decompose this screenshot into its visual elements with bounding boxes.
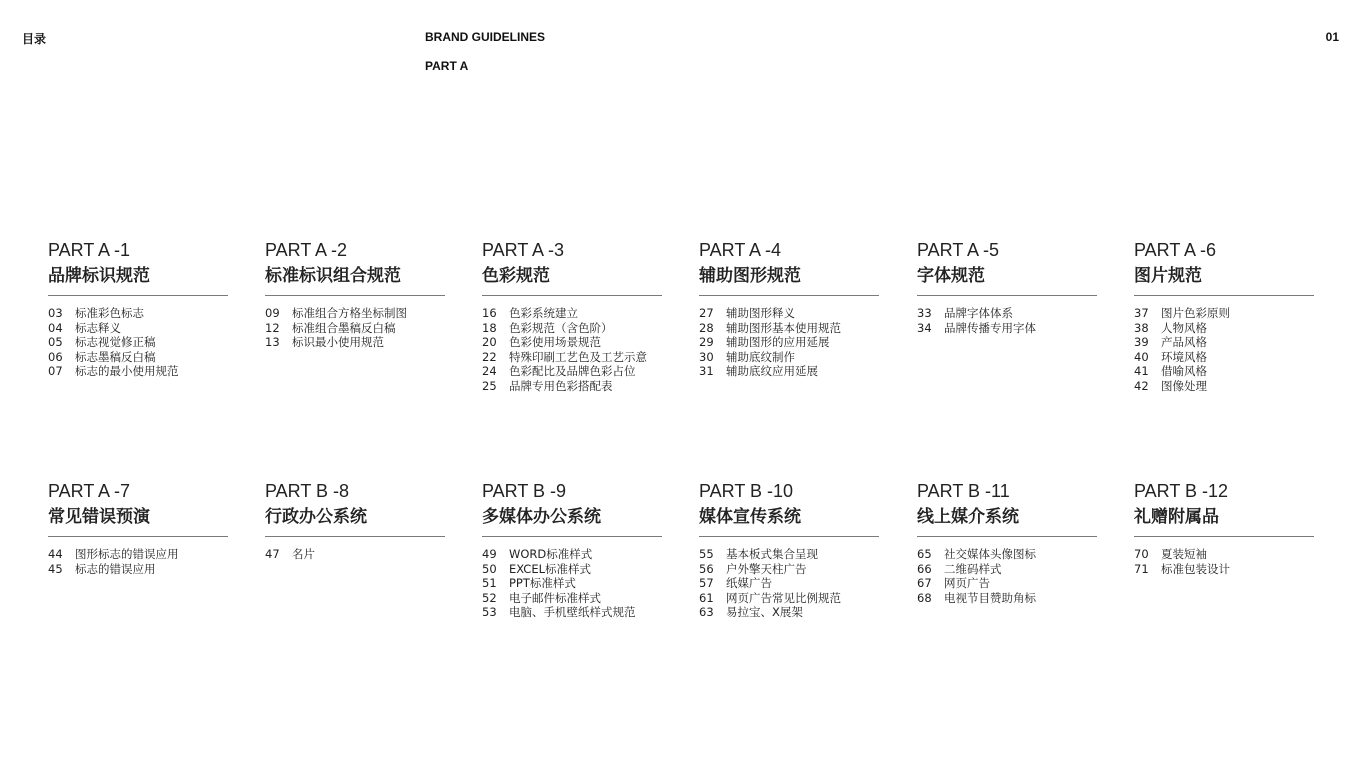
section-title: 字体规范 (917, 266, 985, 286)
section-title: 常见错误预演 (48, 507, 150, 527)
toc-section (48, 240, 228, 379)
toc-entry[interactable] (699, 605, 879, 620)
toc-entry-page-number: 51 (482, 576, 497, 590)
toc-section (1134, 481, 1314, 576)
toc-section (265, 240, 445, 350)
toc-section (699, 481, 879, 620)
section-title: 多媒体办公系统 (482, 507, 601, 527)
toc-entry[interactable] (48, 306, 228, 321)
toc-entry-label: 辅助底纹制作 (726, 349, 795, 364)
section-title: 礼赠附属品 (1134, 507, 1219, 527)
section-part-label: PART B -9 (482, 481, 567, 501)
toc-entry-page-number: 47 (265, 547, 280, 561)
section-item-list (699, 547, 879, 620)
section-divider (265, 536, 445, 537)
toc-entry[interactable] (699, 562, 879, 577)
toc-entry[interactable] (482, 576, 662, 591)
toc-entry-label: 标志视觉修正稿 (75, 335, 156, 349)
section-title: 图片规范 (1134, 266, 1202, 286)
toc-entry[interactable] (699, 591, 879, 606)
toc-entry-page-number: 04 (48, 320, 63, 335)
toc-entry[interactable] (482, 605, 662, 620)
section-part-label: PART A -4 (699, 240, 782, 260)
section-item-list (917, 306, 1097, 335)
toc-entry-label: 环境风格 (1161, 349, 1207, 364)
toc-entry[interactable] (48, 335, 228, 350)
toc-entry-label: 图形标志的错误应用 (75, 547, 179, 561)
toc-entry-label: 标志墨稿反白稿 (75, 349, 156, 364)
toc-entry-page-number: 44 (48, 547, 63, 561)
toc-section (48, 481, 228, 576)
toc-entry-page-number: 56 (699, 561, 714, 576)
toc-entry-page-number: 05 (48, 335, 63, 349)
toc-section (917, 481, 1097, 605)
section-title: 标准标识组合规范 (265, 266, 401, 286)
toc-entry[interactable] (699, 364, 879, 379)
toc-entry-label: 标准组合方格坐标制图 (292, 306, 407, 320)
toc-entry[interactable] (1134, 562, 1314, 577)
toc-entry-page-number: 71 (1134, 561, 1149, 576)
toc-entry-label: 标志释义 (75, 320, 121, 335)
toc-entry[interactable] (699, 576, 879, 591)
toc-entry-label: 标志的最小使用规范 (75, 364, 179, 378)
toc-entry-label: 辅助底纹应用延展 (726, 364, 818, 378)
toc-entry-page-number: 27 (699, 306, 714, 320)
toc-entry[interactable] (482, 547, 662, 562)
toc-section (699, 240, 879, 379)
toc-entry[interactable] (265, 306, 445, 321)
toc-entry-label: 易拉宝、X展架 (726, 605, 803, 619)
section-part-label: PART B -11 (917, 481, 1010, 501)
toc-entry-page-number: 63 (699, 605, 714, 619)
toc-entry[interactable] (699, 547, 879, 562)
toc-entry[interactable] (917, 562, 1097, 577)
toc-section (482, 481, 662, 620)
toc-entry-label: 纸媒广告 (726, 576, 772, 590)
toc-entry-label: 标准彩色标志 (75, 306, 144, 320)
toc-entry-page-number: 52 (482, 590, 497, 605)
toc-entry-page-number: 68 (917, 590, 932, 605)
section-item-list (1134, 547, 1314, 576)
section-item-list (1134, 306, 1314, 393)
section-part-label: PART A -1 (48, 240, 131, 260)
toc-entry-label: 辅助图形基本使用规范 (726, 320, 841, 335)
part-label: PART A (425, 59, 469, 73)
document-title: BRAND GUIDELINES (425, 30, 546, 44)
toc-entry-page-number: 31 (699, 364, 714, 378)
toc-entry-page-number: 53 (482, 605, 497, 619)
section-title: 线上媒介系统 (917, 507, 1019, 527)
section-part-label: PART B -8 (265, 481, 350, 501)
section-part-label: PART A -5 (917, 240, 1000, 260)
toc-entry-page-number: 03 (48, 306, 63, 320)
toc-entry[interactable] (917, 306, 1097, 321)
section-title: 辅助图形规范 (699, 266, 801, 286)
toc-entry-page-number: 12 (265, 320, 280, 335)
toc-entry-label: 电视节目赞助角标 (944, 590, 1036, 605)
toc-entry[interactable] (48, 321, 228, 336)
section-divider (1134, 295, 1314, 296)
toc-entry-label: 网页广告 (944, 576, 990, 590)
toc-entry[interactable] (917, 576, 1097, 591)
toc-entry-page-number: 38 (1134, 320, 1149, 335)
toc-entry[interactable] (917, 591, 1097, 606)
section-item-list (265, 547, 445, 562)
section-part-label: PART A -3 (482, 240, 565, 260)
toc-entry-page-number: 20 (482, 335, 497, 349)
toc-entry-page-number: 37 (1134, 306, 1149, 320)
toc-entry-label: 品牌字体体系 (944, 306, 1013, 320)
section-divider (48, 295, 228, 296)
toc-entry[interactable] (265, 321, 445, 336)
toc-entry[interactable] (699, 335, 879, 350)
toc-entry-label: 社交媒体头像图标 (944, 547, 1036, 561)
toc-entry-label: 图像处理 (1161, 378, 1207, 393)
toc-entry[interactable] (482, 321, 662, 336)
toc-entry-label: 标准包装设计 (1161, 561, 1230, 576)
toc-entry-page-number: 65 (917, 547, 932, 561)
toc-entry-page-number: 24 (482, 364, 497, 378)
toc-entry-page-number: 39 (1134, 335, 1149, 349)
toc-entry-label: EXCEL标准样式 (509, 561, 592, 576)
toc-entry[interactable] (1134, 306, 1314, 321)
toc-entry-page-number: 34 (917, 320, 932, 335)
toc-entry-label: 网页广告常见比例规范 (726, 590, 841, 605)
toc-entry-page-number: 55 (699, 547, 714, 561)
toc-entry-page-number: 22 (482, 349, 497, 364)
toc-entry-page-number: 09 (265, 306, 280, 320)
section-item-list (265, 306, 445, 350)
toc-entry-page-number: 28 (699, 320, 714, 335)
toc-entry-page-number: 33 (917, 306, 932, 320)
section-title: 品牌标识规范 (48, 266, 150, 286)
section-item-list (482, 306, 662, 393)
section-divider (482, 295, 662, 296)
toc-entry-label: 人物风格 (1161, 320, 1207, 335)
toc-entry-label: 名片 (292, 547, 315, 561)
toc-entry-page-number: 07 (48, 364, 63, 378)
toc-entry-label: 电脑、手机壁纸样式规范 (509, 605, 636, 619)
section-divider (482, 536, 662, 537)
toc-entry[interactable] (1134, 379, 1314, 394)
toc-section (917, 240, 1097, 335)
toc-entry-label: 色彩规范（含色阶） (509, 320, 613, 335)
toc-entry[interactable] (1134, 364, 1314, 379)
toc-entry-page-number: 42 (1134, 378, 1149, 393)
toc-entry[interactable] (699, 321, 879, 336)
section-divider (1134, 536, 1314, 537)
toc-entry-label: 二维码样式 (944, 561, 1002, 576)
toc-entry[interactable] (917, 321, 1097, 336)
section-divider (48, 536, 228, 537)
section-item-list (917, 547, 1097, 605)
section-part-label: PART A -7 (48, 481, 131, 501)
toc-entry-label: 品牌专用色彩搭配表 (509, 378, 613, 393)
toc-entry[interactable] (1134, 321, 1314, 336)
toc-entry[interactable] (48, 364, 228, 379)
toc-entry-page-number: 67 (917, 576, 932, 590)
toc-entry-label: 辅助图形释义 (726, 306, 795, 320)
section-item-list (48, 306, 228, 379)
toc-entry[interactable] (482, 562, 662, 577)
toc-entry-label: 户外擎天柱广告 (726, 561, 807, 576)
toc-entry-label: PPT标准样式 (509, 576, 576, 590)
toc-entry[interactable] (482, 364, 662, 379)
toc-entry-label: WORD标准样式 (509, 547, 593, 561)
toc-entry-label: 夏装短袖 (1161, 547, 1207, 561)
toc-entry[interactable] (482, 335, 662, 350)
toc-entry[interactable] (699, 350, 879, 365)
toc-entry-label: 色彩配比及品牌色彩占位 (509, 364, 636, 378)
toc-entry-label: 产品风格 (1161, 335, 1207, 349)
toc-entry[interactable] (1134, 350, 1314, 365)
toc-entry[interactable] (482, 306, 662, 321)
toc-entry-page-number: 18 (482, 320, 497, 335)
toc-entry[interactable] (1134, 547, 1314, 562)
toc-entry[interactable] (48, 350, 228, 365)
toc-entry[interactable] (1134, 335, 1314, 350)
section-item-list (48, 547, 228, 576)
toc-entry-label: 图片色彩原则 (1161, 306, 1230, 320)
section-divider (917, 295, 1097, 296)
toc-entry[interactable] (265, 547, 445, 562)
toc-entry-label: 标志的错误应用 (75, 561, 156, 576)
toc-entry-page-number: 25 (482, 378, 497, 393)
toc-entry-label: 标准组合墨稿反白稿 (292, 320, 396, 335)
toc-entry-label: 色彩使用场景规范 (509, 335, 601, 349)
section-part-label: PART A -2 (265, 240, 348, 260)
section-item-list (482, 547, 662, 620)
toc-entry[interactable] (699, 306, 879, 321)
toc-entry-page-number: 57 (699, 576, 714, 590)
section-title: 行政办公系统 (265, 507, 367, 527)
page-number: 01 (1325, 30, 1339, 44)
toc-entry-label: 标识最小使用规范 (292, 335, 384, 349)
toc-section (1134, 240, 1314, 393)
toc-entry[interactable] (917, 547, 1097, 562)
toc-entry[interactable] (482, 591, 662, 606)
toc-entry[interactable] (48, 562, 228, 577)
section-item-list (699, 306, 879, 379)
toc-entry-label: 电子邮件标准样式 (509, 590, 601, 605)
section-title: 色彩规范 (482, 266, 550, 286)
toc-entry-page-number: 45 (48, 561, 63, 576)
toc-entry-page-number: 06 (48, 349, 63, 364)
section-divider (699, 536, 879, 537)
toc-entry-label: 色彩系统建立 (509, 306, 578, 320)
toc-entry[interactable] (48, 547, 228, 562)
toc-entry[interactable] (482, 350, 662, 365)
toc-entry-page-number: 30 (699, 349, 714, 364)
toc-entry-page-number: 41 (1134, 364, 1149, 378)
toc-entry-page-number: 70 (1134, 547, 1149, 561)
section-divider (699, 295, 879, 296)
toc-label: 目录 (22, 32, 47, 46)
toc-section (265, 481, 445, 562)
toc-entry-page-number: 40 (1134, 349, 1149, 364)
toc-entry-page-number: 13 (265, 335, 280, 349)
section-part-label: PART B -10 (699, 481, 794, 501)
section-title: 媒体宣传系统 (699, 507, 801, 527)
toc-entry-page-number: 49 (482, 547, 497, 561)
section-divider (265, 295, 445, 296)
section-part-label: PART A -6 (1134, 240, 1217, 260)
section-part-label: PART B -12 (1134, 481, 1229, 501)
toc-entry-page-number: 16 (482, 306, 497, 320)
toc-entry-label: 品牌传播专用字体 (944, 320, 1036, 335)
toc-entry[interactable] (265, 335, 445, 350)
toc-entry-page-number: 61 (699, 590, 714, 605)
toc-entry-page-number: 66 (917, 561, 932, 576)
toc-entry-label: 借喻风格 (1161, 364, 1207, 378)
section-divider (917, 536, 1097, 537)
toc-entry-page-number: 50 (482, 561, 497, 576)
toc-entry-label: 特殊印刷工艺色及工艺示意 (509, 349, 647, 364)
toc-entry-page-number: 29 (699, 335, 714, 349)
toc-entry[interactable] (482, 379, 662, 394)
toc-entry-label: 基本板式集合呈现 (726, 547, 818, 561)
toc-section (482, 240, 662, 393)
toc-entry-label: 辅助图形的应用延展 (726, 335, 830, 349)
